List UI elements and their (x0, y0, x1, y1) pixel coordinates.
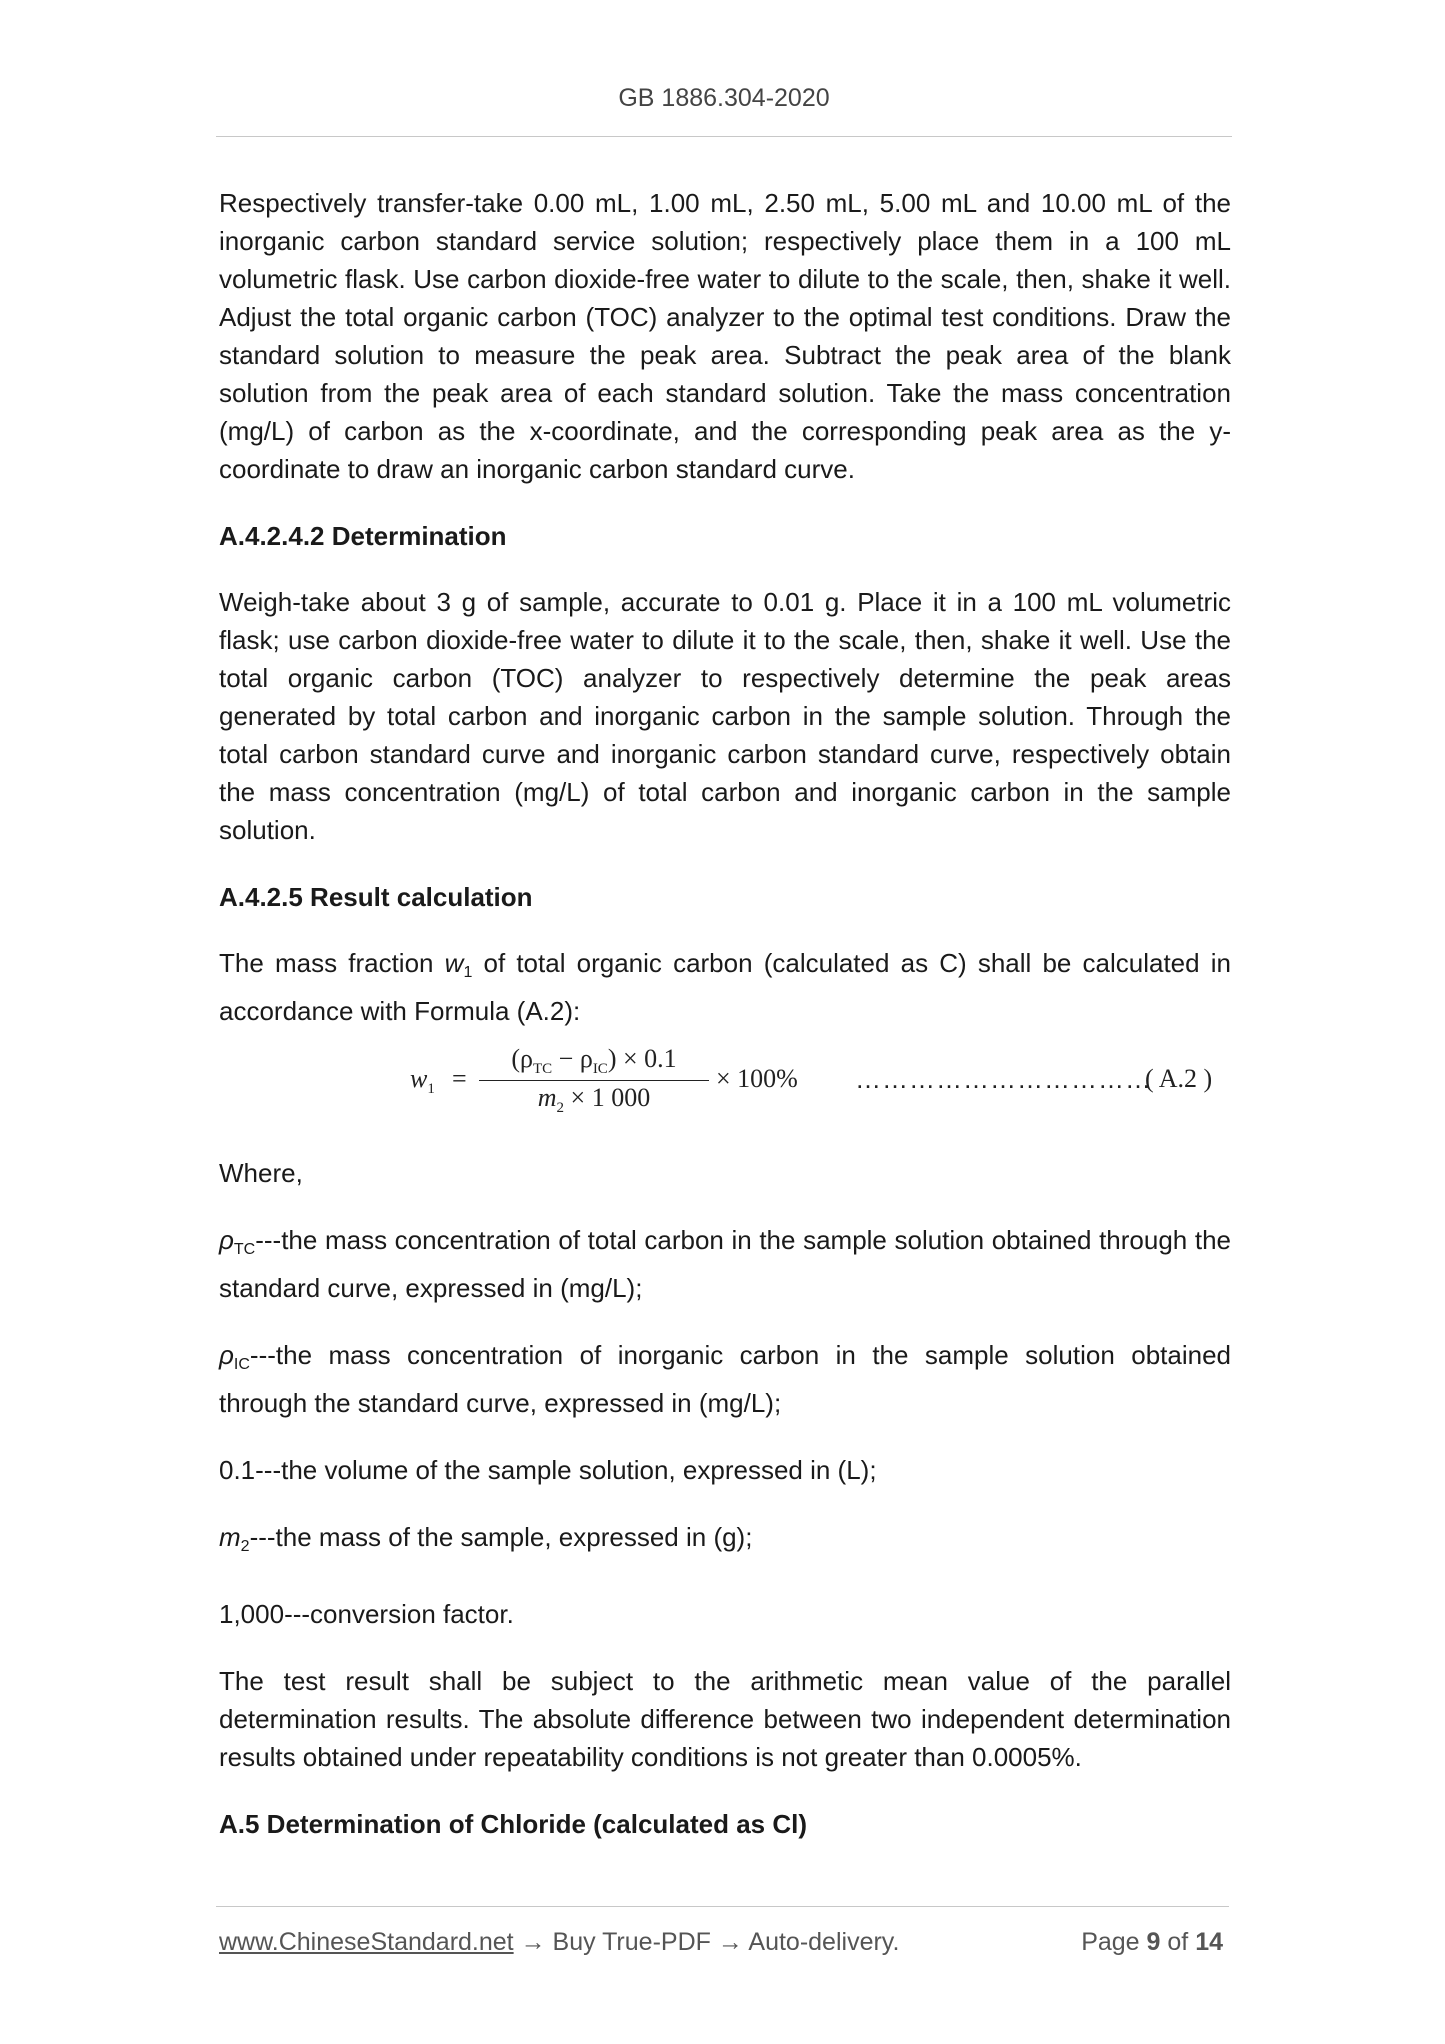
symbol-rho: ρ (219, 1225, 234, 1255)
where-label: Where, (219, 1158, 303, 1188)
formula-sub: 1 (427, 1081, 435, 1098)
definition-text: ---the mass concentration of inorganic carbon in the sample solution obtained through the standard curve, expressed in (mg/L); (219, 1340, 1231, 1418)
paragraph-test-result: The test result shall be subject to the arithmetic mean value of the parallel determination results. The absolute difference between two independent determination results obtained under repeatability conditions is not greater than 0.0005%. (219, 1666, 1231, 1772)
formula-text: − ρ (552, 1044, 593, 1073)
formula-leader-dots: …………………………… (855, 1064, 1152, 1094)
page-of: of (1160, 1928, 1196, 1956)
definition-volume: 0.1---the volume of the sample solution, expressed in (L); (219, 1455, 877, 1485)
formula-var: m (537, 1083, 557, 1113)
page-indicator (1081, 1928, 1223, 1957)
section-heading-determination: A.4.2.4.2 Determination (219, 521, 507, 551)
paragraph-standard-curve: Respectively transfer-take 0.00 mL, 1.00 mL, 2.50 mL, 5.00 mL and 10.00 mL of the inorganic carbon standard service solution; respectively place them in a 100 mL volumetric flask. Use carbon dioxide-free water to dilute to the scale, then, shake it well. Adjust the total organic carbon (TOC) analyzer to the optimal test conditions. Draw the standard solution to measure the peak area. Subtract the peak area of the blank solution from the peak area of each standard solution. Take the mass concentration (mg/L) of carbon as the x-coordinate, and the corresponding peak area as the y-coordinate to draw an inorganic carbon standard curve. (219, 188, 1231, 484)
formula-numerator (479, 1044, 709, 1081)
document-header-title: GB 1886.304-2020 (618, 84, 830, 112)
subscript: IC (233, 1356, 250, 1373)
page-number: 9 (1146, 1928, 1161, 1956)
text-span: The mass fraction (219, 948, 445, 978)
formula-lhs (410, 1064, 435, 1098)
formula-fraction (479, 1044, 709, 1117)
formula-var: w (410, 1064, 428, 1093)
text-span: of total organic carbon (calculated as C) shall be calculated in accordance with Formula (A.2): (219, 948, 1231, 1026)
formula-a2 (219, 1044, 1231, 1117)
formula-sub: IC (592, 1061, 608, 1078)
variable-w: w (444, 948, 464, 978)
page-total: 14 (1195, 1928, 1223, 1956)
section-heading-chloride: A.5 Determination of Chloride (calculated as Cl) (219, 1809, 807, 1839)
formula-text: (ρ (511, 1044, 533, 1073)
definition-text: ---the mass concentration of total carbon in the sample solution obtained through the standard curve, expressed in (mg/L); (219, 1225, 1231, 1303)
section-heading-result-calculation: A.4.2.5 Result calculation (219, 882, 533, 912)
paragraph-mass-fraction (219, 944, 1231, 1030)
header-divider (216, 136, 1232, 137)
page-footer (219, 1928, 1231, 1957)
page-word: Page (1081, 1928, 1147, 1956)
paragraph-determination: Weigh-take about 3 g of sample, accurate to 0.01 g. Place it in a 100 mL volumetric flask; use carbon dioxide-free water to dilute it to the scale, then, shake it well. Use the total organic carbon (TOC) analyzer to respectively determine the peak areas generated by total carbon and inorganic carbon in the sample solution. Through the total carbon standard curve and inorganic carbon standard curve, respectively obtain the mass concentration (mg/L) of total carbon and inorganic carbon in the sample solution. (219, 587, 1231, 845)
document-body (219, 184, 1231, 1843)
formula-sub: TC (533, 1061, 553, 1078)
symbol-m: m (219, 1522, 241, 1552)
formula-text: ) × 0.1 (607, 1044, 677, 1073)
definition-mass (219, 1518, 1231, 1566)
formula-equals: = (452, 1064, 467, 1093)
subscript: 2 (240, 1538, 250, 1555)
subscript: TC (233, 1241, 256, 1258)
formula-label: ( A.2 ) (1145, 1064, 1213, 1093)
definition-rho-tc (219, 1221, 1231, 1307)
symbol-rho: ρ (219, 1340, 234, 1370)
definition-rho-ic (219, 1336, 1231, 1422)
formula-denominator (479, 1081, 709, 1117)
subscript: 1 (463, 964, 473, 981)
formula-multiplier: × 100% (716, 1064, 798, 1093)
footer-divider (216, 1906, 1229, 1907)
footer-website-link[interactable]: www.ChineseStandard.net (219, 1928, 514, 1956)
definition-text: ---the mass of the sample, expressed in (g); (249, 1522, 753, 1552)
formula-sub: 2 (556, 1100, 565, 1117)
definition-conversion: 1,000---conversion factor. (219, 1599, 514, 1629)
footer-tagline: → Buy True-PDF → Auto-delivery. (513, 1928, 900, 1956)
formula-text: × 1 000 (564, 1083, 651, 1113)
